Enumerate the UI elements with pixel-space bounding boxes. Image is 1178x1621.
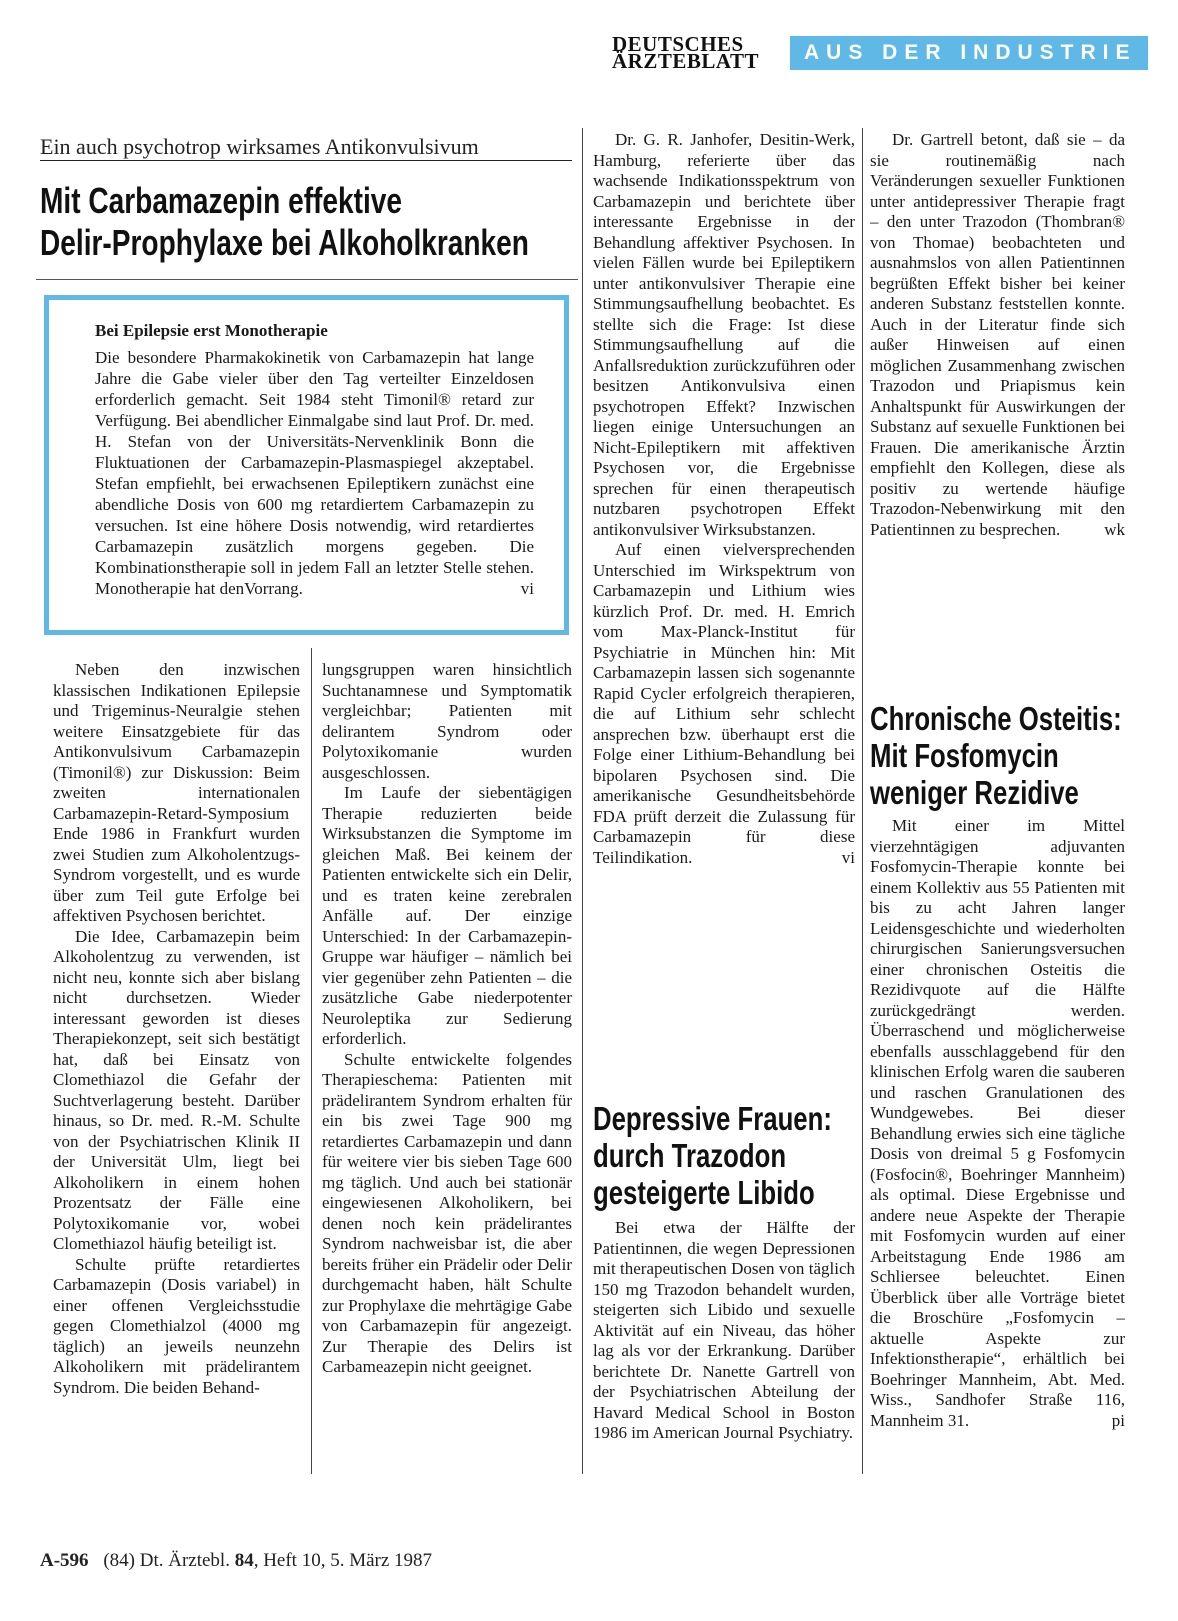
page-footer: [40, 1550, 432, 1572]
section-tag: AUS DER INDUSTRIE: [790, 36, 1148, 70]
info-box-body: Die besondere Pharmakokinetik von Carbamazepin hat lange Jahre die Gabe vieler über den Tag verteilter Einzeldosen erforderlich gemacht. Seit 1984 steht Timonil® retard zur Verfügung. Bei abendlicher Einmalgabe sind laut Prof. Dr. med. H. Stefan von der Universitäts-Nervenklinik Bonn die Fluktuationen der Carbamazepin-Plasmaspiegel akzeptabel. Stefan empfiehlt, bei erwachsenen Epileptikern zunächst eine abendliche Dosis von 600 mg retardiertem Carbamazepin zu versuchen. Ist eine höhere Dosis notwendig, wird retardiertes Carbamazepin zusätzlich morgens gegeben. Die Kombinationstherapie soll in jedem Fall an letzter Stelle stehen. Monotherapie hat denVorrang.: [95, 348, 534, 598]
paragraph-text: Mit einer im Mittel vierzehntägigen adjuvanten Fosfomycin-Therapie konnte bei einem Kollektiv aus 55 Patienten mit bis zu acht Jahren langer Leidensgeschichte und wiederholten chirurgischen Sanierungsversuchen einer chronischen Osteitis die Rezidivquote auf die Hälfte zurückgedrängt werden. Überraschend und möglicherweise ebenfalls ausschlaggebend für den klinischen Erfolg waren die sauberen und raschen Granulationen des Wundgewebes. Bei dieser Behandlung erwies sich eine tägliche Dosis von dreimal 5 g Fosfomycin (Fosfocin®, Boehringer Mannheim) als optimal. Diese Ergebnisse und andere neue Aspekte der Therapie mit Fosfomycin wurden auf einer Arbeitstagung Ende 1986 am Schliersee beleuchtet. Einen Überblick über alle Vorträge bietet die Broschüre „Fosfomycin – aktuelle Aspekte zur Infektionstherapie“, erhältlich bei Boehringer Mannheim, Abt. Med. Wiss., Sandhofer Straße 116, Mannheim 31.: [870, 816, 1125, 1430]
paragraph: Neben den inzwischen klassischen Indikationen Epilepsie und Trigeminus-Neuralgie stehen weitere Einsatzgebiete für das Antikonvulsivum Carbamazepin (Timonil®) zur Diskussion: Beim zweiten internationalen Carbamazepin-Retard-Symposium Ende 1986 in Frankfurt wurden zwei Studien zum Alkoholentzugs-Syndrom vorgestellt, und es wurde über zum Teil gute Erfolge bei affektiven Psychosen berichtet.: [53, 660, 300, 925]
citation-suffix: , Heft 10, 5. März 1987: [253, 1550, 433, 1571]
brand-line-1: DEUTSCHES: [612, 32, 744, 56]
article1-column-3: [593, 130, 855, 868]
signature: wk: [1104, 519, 1125, 539]
paragraph: Schulte entwickelte folgendes Therapieschema: Patienten mit prädelirantem Syndrom erhalten für ein bis zwei Tage 900 mg retardiertes Carbamazepin und dann für weitere vier bis sieben Tage 600 mg täglich. Und auch bei stationär eingewiesenen Alkoholikern, bei denen noch kein prädelirantes Syndrom nachweisbar ist, die aber bereits früher ein Prädelir oder Delir durchgemacht haben, hält Schulte zur Prophylaxe die mehrtägige Gabe von Carbamazepin für angezeigt. Zur Therapie des Delirs ist Carbameazepin nicht geeignet.: [322, 1049, 572, 1376]
citation-volume: 84: [234, 1550, 254, 1571]
paragraph: Im Laufe der siebentägigen Therapie reduzierten beide Wirksubstanzen die Symptome im gleichen Maß. Bei keinem der Patienten entwickelte sich ein Delir, und es traten keine zerebralen Anfälle auf. Der einzige Unterschied: In der Carbamazepin-Gruppe war häufiger – nämlich bei vier gegenüber zehn Patienten – die zusätzliche Gabe niederpotenter Neuroleptika zur Sedierung erforderlich.: [322, 783, 572, 1048]
paragraph: Bei etwa der Hälfte der Patientinnen, die wegen Depressionen mit therapeutischen Dosen von täglich 150 mg Trazodon behandelt wurden, steigerten sich Libido und sexuelle Aktivität auf ein Niveau, das höher lag als vor der Erkrankung. Darüber berichtete Dr. Nanette Gartrell von der Psychiatrischen Abteilung der Havard Medical School in Boston 1986 im American Journal Psychiatry.: [593, 1218, 855, 1442]
paragraph: Dr. G. R. Janhofer, Desitin-Werk, Hamburg, referierte über das wachsende Indikationsspektrum von Carbamazepin und berichtete über interessante Ergebnisse in der Behandlung affektiver Psychosen. In vielen Fällen wurde bei Epileptikern unter antikonvulsiver Therapie eine Stimmungsaufhellung beobachtet. Es stellte sich die Frage: Ist diese Stimmungsaufhellung auf die Anfallsreduktion zurückzuführen oder besitzen Antikonvulsiva einen psychotropen Effekt? Inzwischen liegen einige Untersuchungen an Nicht-Epileptikern mit affektiven Psychosen vor, die Ergebnisse sprechen für einen therapeutisch nutzbaren psychotropen Effekt antikonvulsiver Wirksubstanzen.: [593, 130, 855, 539]
page-number: A-596: [40, 1550, 89, 1571]
article3-headline: [870, 700, 1122, 811]
headline-line-1: Depressive Frauen:: [593, 1100, 832, 1137]
masthead-brand: [612, 32, 780, 73]
signature: vi: [841, 847, 855, 867]
headline-line-1: Chronische Osteitis:: [870, 700, 1122, 737]
info-box-title: Bei Epilepsie erst Monotherapie: [95, 321, 328, 340]
headline-line-3: gesteigerte Libido: [593, 1174, 815, 1211]
article2-continuation: [870, 130, 1125, 540]
column-rule: [862, 128, 863, 1474]
article1-column-1: [53, 660, 300, 1398]
info-box-text: [95, 347, 534, 599]
headline-rule: [36, 279, 578, 280]
article-headline: [40, 180, 529, 264]
headline-line-2: Delir-Prophylaxe bei Alkoholkranken: [40, 222, 529, 263]
headline-line-2: Mit Fosfomycin: [870, 737, 1059, 774]
headline-line-2: durch Trazodon: [593, 1137, 787, 1174]
article3-body: [870, 816, 1125, 1431]
column-rule: [582, 128, 583, 1474]
article-kicker: Ein auch psychotrop wirksames Antikonvulsivum: [40, 133, 572, 161]
column-rule: [311, 648, 312, 1474]
article1-column-2: [322, 660, 572, 1378]
headline-line-3: weniger Rezidive: [870, 774, 1079, 811]
paragraph: [870, 130, 1125, 540]
paragraph: Die Idee, Carbamazepin beim Alkoholentzug zu verwenden, ist nicht neu, konnte sich aber bislang nicht durchsetzen. Wieder interessant geworden ist dieses Therapiekonzept, seit sich bestätigt hat, daß bei Einsatz von Clomethiazol die Gefahr der Suchtverlagerung besteht. Darüber hinaus, so Dr. med. R.-M. Schulte von der Psychiatrischen Klinik II der Universität Ulm, liegt bei Alkoholikern in einem hohen Prozentsatz der Fälle eine Polytoxikomanie vor, wobei Clomethiazol häufig beteiligt ist.: [53, 926, 300, 1253]
citation-prefix: (84) Dt. Ärztebl.: [103, 1550, 230, 1571]
paragraph: Schulte prüfte retardiertes Carbamazepin (Dosis variabel) in einer offenen Vergleichsstudie gegen Clomethialzol (4000 mg täglich) an jeweils neunzehn Alkoholikern mit prädelirantem Syndrom. Die beiden Behand-: [53, 1254, 300, 1397]
signature: pi: [1111, 1410, 1125, 1430]
article2-headline: [593, 1100, 832, 1211]
paragraph: [870, 816, 1125, 1431]
paragraph: [593, 540, 855, 868]
headline-line-1: Mit Carbamazepin effektive: [40, 180, 403, 221]
paragraph-text: Auf einen vielversprechenden Unterschied im Wirkspektrum von Carbamazepin und Lithium wies kürzlich Prof. Dr. med. H. Emrich vom Max-Planck-Institut für Psychiatrie in München hin: Mit Carbamazepin lassen sich sogenannte Rapid Cycler erfolgreich therapieren, die auf Lithium sehr schlecht ansprechen bzw. überhaupt erst die Folge einer Lithium-Behandlung bei bipolaren Psychosen sind. Die amerikanische Gesundheitsbehörde FDA prüft derzeit die Zulassung für Carbamazepin für diese Teilindikation.: [593, 540, 855, 867]
info-box: [44, 295, 569, 635]
info-box-signature: vi: [520, 579, 534, 598]
paragraph-text: Dr. Gartrell betont, daß sie – da sie routinemäßig nach Veränderungen sexueller Funktionen unter antidepressiver Therapie fragt – den unter Trazodon (Thombran® von Thomae) beobachteten und ausnahmslos von allen Patientinnen begrüßten Effekt bisher bei keiner anderen Substanz feststellen konnte. Auch in der Literatur finde sich außer Hinweisen auf einen möglichen Zusammenhang zwischen Trazodon und Priapismus kein Anhaltspunkt für Auswirkungen der Substanz auf sexuelle Funktionen bei Frauen. Die amerikanische Ärztin empfiehlt den Kollegen, diese als positiv zu wertende häufige Trazodon-Nebenwirkung mit den Patientinnen zu besprechen.: [870, 130, 1125, 539]
paragraph: lungsgruppen waren hinsichtlich Suchtanamnese und Symptomatik vergleichbar; Patienten mit delirantem Syndrom oder Polytoxikomanie wurden ausgeschlossen.: [322, 660, 572, 782]
article2-body: [593, 1218, 855, 1444]
brand-line-2: ÄRZTEBLATT: [612, 49, 759, 73]
